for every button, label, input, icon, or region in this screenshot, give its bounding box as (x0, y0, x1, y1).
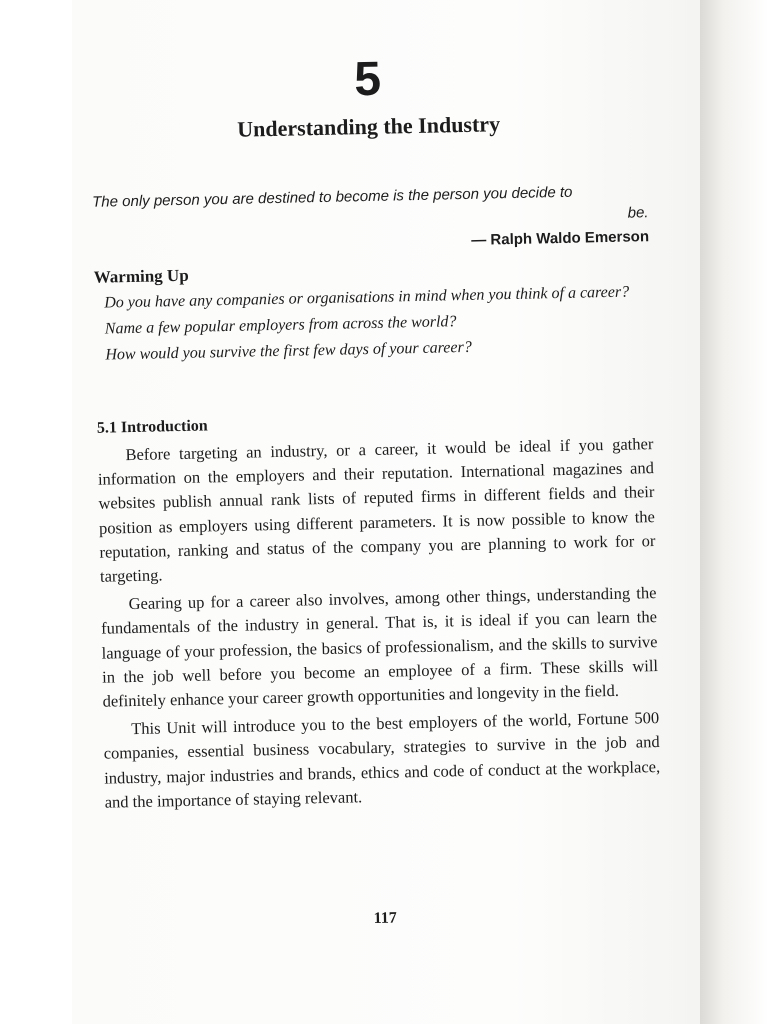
epigraph-quote-tail: be. (627, 204, 649, 222)
introduction-paragraph-1: Before targeting an industry, or a career, it would be ideal if you gather information on the employers and their reputation. International magazines and websites publish annual rank lists of reputed firms in different fields and their position as employers using different parameters. It is now possible to know the reputation, ranking and status of the company you are planning to work for or targeting. (97, 434, 656, 586)
epigraph-author: — Ralph Waldo Emerson (471, 228, 650, 249)
question-2: Name a few popular employers from across the world? (104, 313, 457, 338)
epigraph-quote (92, 180, 649, 236)
introduction-paragraph-2: Gearing up for a career also involves, among other things, understanding the fundamentals of the industry in general. That is, it is ideal if you can learn the language of your profession, the basics of professionalism, and the skills to survive in the job well before you become an employee of a firm. These skills will definitely enhance your career growth opportunities and longevity in the field. (100, 583, 659, 711)
introduction-body (97, 432, 661, 819)
warming-up-heading: Warming Up (93, 265, 189, 287)
book-spine-edge (700, 0, 768, 1024)
epigraph-quote-main: The only person you are destined to become is the person you decide to (91, 183, 573, 211)
question-1: Do you have any companies or organisations in mind when you think of a career? (104, 283, 630, 312)
book-page (72, 0, 700, 1024)
chapter-title: Understanding the Industry (236, 111, 501, 142)
introduction-heading: 5.1 Introduction (96, 417, 208, 437)
question-3: How would you survive the first few days of your career? (105, 338, 472, 364)
introduction-paragraph-3: This Unit will introduce you to the best employers of the world, Fortune 500 companies, essential business vocabulary, strategies to survive in the job and industry, major industries and brands, ethics and code of conduct at the workplace, and the importance of staying relevant. (103, 708, 661, 812)
page-content (88, 0, 661, 928)
background-left (0, 0, 72, 1024)
page-number: 117 (373, 909, 397, 928)
chapter-number: 5 (353, 52, 382, 107)
warming-up-questions (104, 280, 648, 369)
